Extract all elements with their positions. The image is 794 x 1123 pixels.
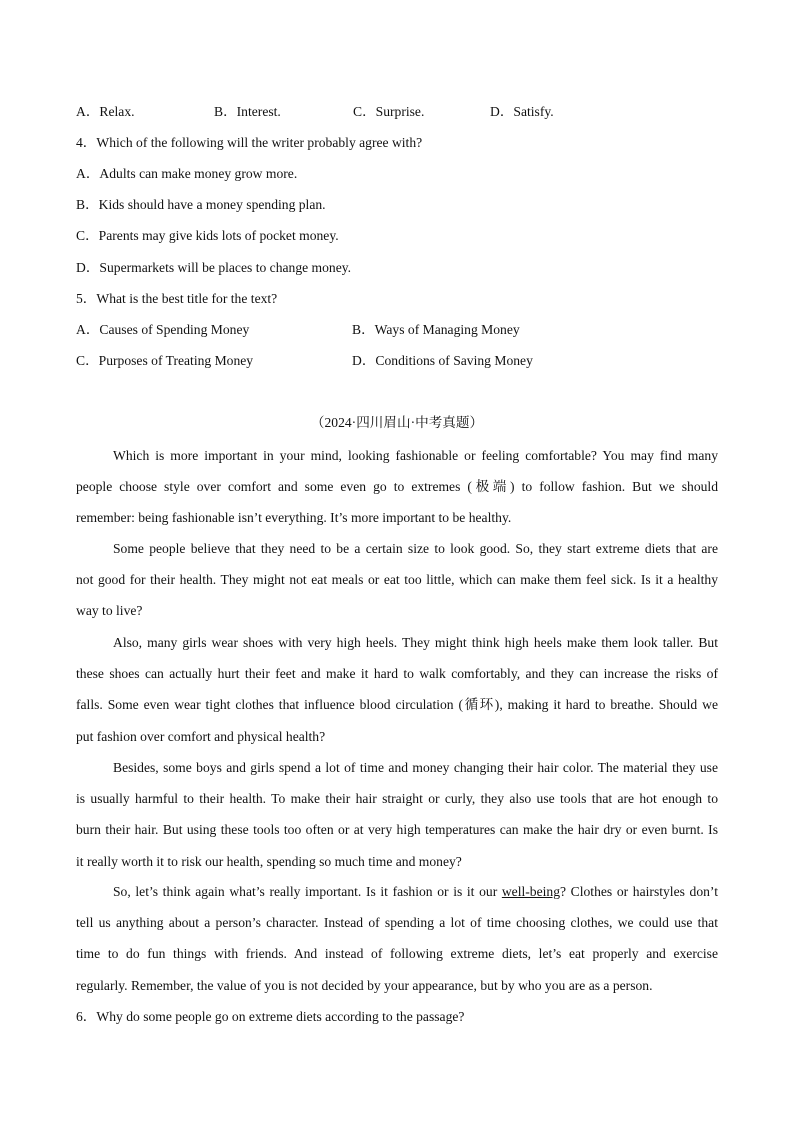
paragraph-text: So, let’s think again what’s really important. Is it fashion or is it our xyxy=(113,884,502,899)
paragraph-line: falls. Some even wear tight clothes that influence blood circulation (循环), making it hard to breathe. Should we xyxy=(76,697,718,713)
q4-option-c[interactable]: C．Parents may give kids lots of pocket money. xyxy=(76,228,339,243)
q4-option-a[interactable]: A．Adults can make money grow more. xyxy=(76,166,298,181)
paragraph-line: people choose style over comfort and some even go to extremes (极端) to follow fashion. But we should xyxy=(76,479,718,495)
paragraph-line: Which is more important in your mind, looking fashionable or feeling comfortable? You may find many xyxy=(113,448,718,463)
paragraph-line: regularly. Remember, the value of you is not decided by your appearance, but by who you are as a person. xyxy=(76,977,653,993)
q3-option-d[interactable]: D．Satisfy. xyxy=(490,104,554,119)
paragraph-line: not good for their health. They might not eat meals or eat too little, which can make them feel sick. Is it a healthy xyxy=(76,572,718,588)
q5-stem: 5．What is the best title for the text? xyxy=(76,291,278,306)
paragraph-line: remember: being fashionable isn’t everything. It’s more important to be healthy. xyxy=(76,510,512,526)
passage-paragraph-5 xyxy=(76,876,718,1001)
passage-paragraph-4 xyxy=(76,752,718,877)
q5-option-c[interactable]: C．Purposes of Treating Money xyxy=(76,353,254,368)
q3-option-c[interactable]: C．Surprise. xyxy=(353,104,425,119)
q5-option-b[interactable]: B．Ways of Managing Money xyxy=(352,322,520,337)
passage-paragraph-2 xyxy=(76,533,718,627)
paragraph-line: put fashion over comfort and physical health? xyxy=(76,728,326,744)
paragraph-line: Besides, some boys and girls spend a lot of time and money changing their hair color. The material they use xyxy=(113,760,718,775)
paragraph-line: it really worth it to risk our health, spending so much time and money? xyxy=(76,853,462,869)
paragraph-line: way to live? xyxy=(76,603,143,619)
paragraph-text: ? Clothes or hairstyles don’t xyxy=(560,884,718,899)
paragraph-line: is usually harmful to their health. To make their hair straight or curly, they also use tools that are hot enough to xyxy=(76,791,718,807)
passage-paragraph-1 xyxy=(76,440,718,534)
q3-option-b[interactable]: B．Interest. xyxy=(214,104,281,119)
q5-option-d[interactable]: D．Conditions of Saving Money xyxy=(352,353,533,368)
paragraph-line: burn their hair. But using these tools too often or at very high temperatures can make the hair dry or even burnt. Is xyxy=(76,822,718,838)
underlined-word: well-being xyxy=(501,884,560,899)
passage-source: （2024·四川眉山·中考真题） xyxy=(310,415,484,430)
paragraph-line: these shoes can actually hurt their feet and make it hard to walk comfortably, and they can increase the risks of xyxy=(76,666,718,682)
q4-option-d[interactable]: D．Supermarkets will be places to change money. xyxy=(76,260,352,275)
q6-stem: 6．Why do some people go on extreme diets according to the passage? xyxy=(76,1009,465,1024)
paragraph-line: time to do fun things with friends. And instead of following extreme diets, let’s eat properly and exercise xyxy=(76,946,718,962)
paragraph-line xyxy=(76,876,718,907)
paragraph-line: tell us anything about a person’s character. Instead of spending a lot of time choosing clothes, we could use that xyxy=(76,915,718,931)
q3-option-a[interactable]: A．Relax. xyxy=(76,104,135,119)
q4-option-b[interactable]: B．Kids should have a money spending plan. xyxy=(76,197,326,212)
q5-option-a[interactable]: A．Causes of Spending Money xyxy=(76,322,250,337)
passage-paragraph-3 xyxy=(76,627,718,752)
q4-stem: 4．Which of the following will the writer probably agree with? xyxy=(76,135,423,150)
paragraph-line: Also, many girls wear shoes with very high heels. They might think high heels make them look taller. But xyxy=(113,635,718,650)
paragraph-line: Some people believe that they need to be a certain size to look good. So, they start extreme diets that are xyxy=(113,541,718,556)
